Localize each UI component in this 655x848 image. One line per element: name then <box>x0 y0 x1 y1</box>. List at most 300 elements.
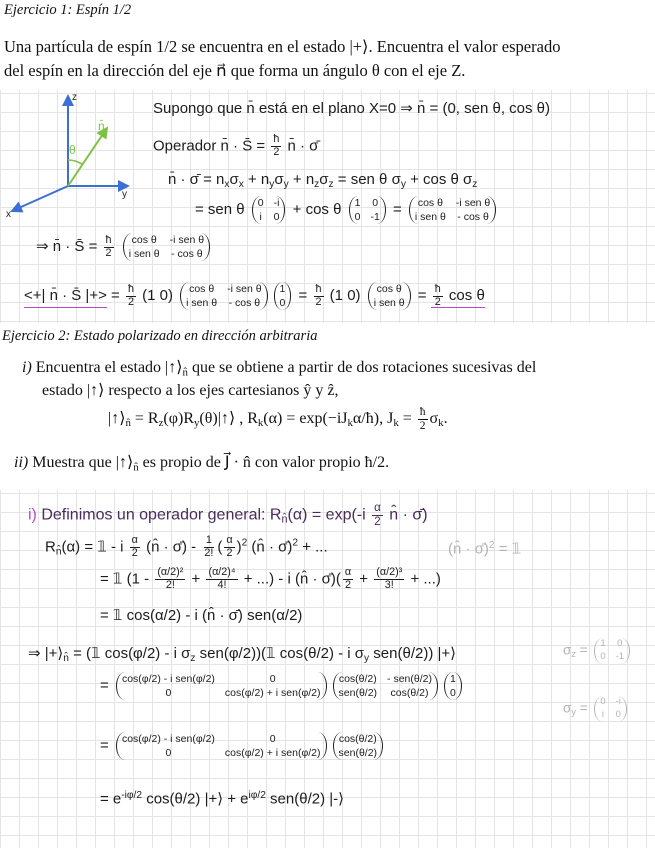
matrix-entry <box>222 296 266 310</box>
matrix-entry <box>117 672 220 686</box>
matrix-entry <box>369 282 410 296</box>
math-text: 0 <box>600 696 606 707</box>
math-text: 0 <box>165 747 172 760</box>
matrix-entry <box>220 732 326 746</box>
math-text: n̄ · σ̄ <box>283 137 319 155</box>
math-text: ⇒ |+⟩ <box>28 645 64 662</box>
math-text: sen(φ/2))(𝟙 cos(θ/2) - i σ <box>195 645 365 662</box>
math-text: x <box>238 179 244 191</box>
math-text: 0 <box>617 638 623 649</box>
matrix-row <box>117 746 326 760</box>
matrix-entry <box>117 732 220 746</box>
n-sigma-line <box>168 171 477 191</box>
matrix-row <box>595 651 629 664</box>
rotation-formula <box>108 406 448 432</box>
matrix-row <box>181 296 266 310</box>
math-text: (α) = exp(-i <box>287 506 371 524</box>
part-i-text <box>35 359 537 379</box>
math-text: cos θ <box>417 197 443 209</box>
math-text: cos θ <box>131 234 157 246</box>
math-text: 2 <box>434 295 441 308</box>
math-text: -1 <box>370 211 380 224</box>
math-text: z <box>571 649 576 660</box>
matrix-entry <box>124 247 165 261</box>
math-text: -i sen θ <box>455 197 491 209</box>
matrix-entry <box>410 196 451 210</box>
math-text: cos(θ/2) <box>338 733 377 745</box>
math-text: sen(θ/2) |-⟩ <box>265 790 344 808</box>
math-text: <+| n̄ · S̄ |+> <box>24 287 107 305</box>
superscript <box>249 790 266 801</box>
matrix-entry <box>369 296 410 310</box>
math-text: n̂ <box>281 513 288 526</box>
exercise-2-title: Ejercicio 2: Estado polarizado en dirección arbitraria <box>2 328 318 344</box>
matrix-row <box>117 686 326 700</box>
math-text: (θ)|↑⟩ , R <box>199 409 258 427</box>
math-text: = <box>413 287 431 305</box>
matrix-entry <box>350 196 366 210</box>
matrix <box>252 196 286 224</box>
subscript <box>472 179 477 190</box>
exercise-2-part-ii <box>14 453 389 474</box>
math-text: + ...) - i (n̂ · σ̄)( <box>239 570 341 588</box>
math-text: y <box>400 179 406 191</box>
theta-label: θ <box>69 143 76 157</box>
matrix-row <box>275 282 291 296</box>
n-vector-label: n̄ <box>98 119 105 133</box>
math-text: 0 <box>354 211 361 224</box>
math-text: (n̂ · σ̄) <box>448 540 489 558</box>
fraction <box>104 235 114 260</box>
matrix-entry <box>611 638 629 651</box>
exercise-1-text-line-2: del espín en la dirección del eje n⃗ que forma un ángulo θ con el eje Z. <box>4 61 466 80</box>
math-text: z <box>158 417 164 430</box>
y-axis-label: y <box>122 189 127 200</box>
math-text <box>116 238 120 255</box>
math-text: y <box>571 707 576 718</box>
math-text: - sen(θ/2) <box>387 673 432 685</box>
math-text: 3! <box>384 578 394 591</box>
math-text: n̄ · σ̄ = n <box>168 171 225 188</box>
matrix-row <box>117 672 326 686</box>
matrix-entry <box>165 233 209 247</box>
fraction-denominator <box>314 297 324 309</box>
fraction <box>126 284 136 309</box>
math-text: cos(θ/2) <box>338 673 377 685</box>
math-text: z <box>314 179 320 191</box>
math-text: k <box>438 417 444 430</box>
math-text: Muestra que |↑⟩ <box>32 454 134 471</box>
math-text: 4! <box>217 578 227 591</box>
math-text: ħ <box>273 133 280 145</box>
matrix-entry <box>382 672 437 686</box>
closed-form-line: = 𝟙 cos(α/2) - i (n̂ · σ̄) sen(α/2) <box>100 607 303 624</box>
math-text: cos(φ/2) + i sen(φ/2) <box>224 687 321 700</box>
math-text: - cos θ <box>457 211 489 224</box>
matrix-entry <box>220 686 326 700</box>
math-text: n̂ <box>63 653 69 665</box>
matrix-row <box>334 686 437 700</box>
math-text: σ <box>563 700 572 716</box>
underlined-result <box>24 287 107 308</box>
math-text: cos θ <box>376 283 402 295</box>
matrix-entry <box>382 686 437 700</box>
final-state-line <box>100 790 344 809</box>
math-text: cos(φ/2) + i sen(φ/2) <box>224 747 321 760</box>
math-text: 2! <box>204 546 214 559</box>
math-text: Operador n̄ · S̄ = <box>153 137 270 155</box>
math-text: ħ <box>315 282 322 295</box>
matrix-entry <box>253 196 269 210</box>
math-text: (α/2)³ <box>376 566 403 578</box>
matrix-entry <box>410 210 451 224</box>
matrix <box>409 196 496 224</box>
fraction-denominator <box>433 297 443 309</box>
matrix <box>274 282 292 310</box>
exercise-1-text-line-1: Una partícula de espín 1/2 se encuentra en el estado |+⟩. Encuentra el valor esperado <box>4 37 561 56</box>
math-text: + ... <box>298 538 328 556</box>
matrix <box>444 672 462 700</box>
grouped-series-line <box>100 567 441 592</box>
n-vector <box>68 128 107 186</box>
math-text: que se obtiene a partir de dos rotaciones sucesivas del <box>187 359 537 376</box>
matrix <box>333 672 438 700</box>
matrix-entry <box>611 696 626 709</box>
fraction <box>374 567 404 592</box>
matrix <box>594 696 627 722</box>
math-text: = <box>575 642 592 658</box>
highlighted-label <box>28 506 37 523</box>
rotation-series-line <box>45 535 328 560</box>
matrix <box>116 732 327 760</box>
math-text: |↑⟩ <box>108 409 126 427</box>
math-text: 0 <box>165 687 172 700</box>
fraction <box>155 567 185 592</box>
axes-diagram <box>0 90 150 230</box>
math-text: + cos θ <box>288 201 346 219</box>
math-text: z <box>190 653 196 665</box>
math-text: 0 <box>600 650 606 662</box>
matrix-entry <box>124 233 165 247</box>
matrix-entry <box>451 196 495 210</box>
fraction-denominator <box>224 548 234 560</box>
matrix-entry <box>611 651 629 664</box>
fraction <box>418 406 428 432</box>
matrix-row <box>369 282 410 296</box>
math-text: σ <box>563 642 572 658</box>
math-text: σ <box>429 409 439 427</box>
fraction-denominator <box>164 580 177 592</box>
matrix-row <box>445 672 461 686</box>
math-text: 0 <box>269 733 276 745</box>
fraction-denominator <box>372 516 382 529</box>
matrix-entry <box>117 746 220 760</box>
math-text: 2 <box>292 537 299 549</box>
math-text: = (𝟙 cos(φ/2) - i σ <box>68 645 191 662</box>
matrix-row <box>334 672 437 686</box>
matrix-row <box>124 233 209 247</box>
matrix-entry <box>269 196 285 210</box>
fraction-denominator <box>104 248 114 260</box>
matrix-entry <box>595 709 610 722</box>
math-text: -i sen θ <box>169 234 205 246</box>
underlined-result <box>431 282 485 308</box>
matrix-entry <box>350 210 366 224</box>
fraction <box>314 284 324 309</box>
math-text: (n̂ · σ̄) - <box>141 538 201 556</box>
matrix <box>333 732 384 760</box>
math-text: σ <box>319 171 329 188</box>
math-text: Definimos un operador general: R <box>36 506 282 524</box>
sigma-z-matrix <box>563 638 633 664</box>
matrix-entry <box>334 672 383 686</box>
fraction <box>343 567 353 592</box>
matrix-entry <box>117 686 220 700</box>
math-text: 1 <box>600 638 606 649</box>
math-text: = sen θ σ <box>333 171 401 188</box>
matrix-entry <box>595 651 610 664</box>
math-text: 2 <box>345 578 352 591</box>
math-text: 2 <box>488 540 495 551</box>
math-text: i <box>601 708 604 720</box>
matrix-row <box>445 686 461 700</box>
math-text: n̂ <box>182 366 188 379</box>
math-text: α/ħ), J <box>352 409 394 427</box>
math-text: cos θ <box>444 287 485 305</box>
math-text: ) <box>236 538 242 556</box>
fraction-denominator <box>126 297 136 309</box>
matrix-row <box>410 196 495 210</box>
matrix <box>594 638 630 664</box>
matrix-row <box>595 696 626 709</box>
expectation-value-line <box>24 282 485 310</box>
math-text: - cos θ <box>171 248 203 261</box>
math-text: + ...) <box>406 570 441 588</box>
math-text: cos(θ/2) |+⟩ + e <box>142 790 249 808</box>
math-text: = <box>294 287 312 305</box>
math-text: (α) = exp(−iJ <box>263 409 348 427</box>
part-ii-text <box>32 454 390 474</box>
math-text: i sen θ <box>373 297 405 310</box>
n-s-operator-line <box>36 233 213 261</box>
math-text: 1 <box>354 197 361 209</box>
math-text: cos(φ/2) - i sen(φ/2) <box>121 673 215 685</box>
math-text: α <box>344 566 352 578</box>
x-axis-label: x <box>6 209 11 220</box>
matrix-entry <box>334 746 383 760</box>
math-text: x <box>224 179 230 191</box>
math-text: 0 <box>449 687 456 700</box>
math-text: z <box>328 179 334 191</box>
fraction-denominator <box>383 580 396 592</box>
math-text: y <box>364 653 370 665</box>
n-sigma-matrix-line <box>195 196 499 224</box>
math-text: sen(θ/2) <box>338 747 378 760</box>
math-text: y <box>193 417 200 430</box>
math-text: (φ)R <box>163 409 194 427</box>
math-text: n̂ <box>133 461 139 474</box>
exercise-2-part-i-line-2: estado |↑⟩ respecto a los ejes cartesianos ŷ y ẑ, <box>42 382 339 399</box>
fraction-numerator <box>372 502 383 516</box>
math-text: (1 0) <box>137 287 178 305</box>
math-text: σ <box>229 171 239 188</box>
math-text: = R <box>130 409 159 427</box>
math-text: 2 <box>273 145 280 158</box>
supposition-line: Supongo que n̄ está en el plano X=0 ⇒ n̄ = (0, sen θ, cos θ) <box>153 100 551 117</box>
math-text: α <box>131 534 138 546</box>
matrix-row <box>117 732 326 746</box>
matrix-entry <box>269 210 285 224</box>
math-text: (α) = 𝟙 - i <box>61 538 128 556</box>
x-axis <box>12 186 68 211</box>
matrix-entry <box>365 196 384 210</box>
math-text: ħ <box>419 406 426 418</box>
math-text: + n <box>288 171 315 188</box>
math-text: 2 <box>374 515 381 528</box>
exercise-2-part-i-line-1 <box>22 358 536 379</box>
math-text: = <box>575 700 592 716</box>
math-text: i sen θ <box>414 211 446 224</box>
math-text: ħ <box>105 233 112 246</box>
matrix-entry <box>451 210 495 224</box>
math-text: y <box>269 179 275 191</box>
general-operator-definition <box>28 502 428 528</box>
fraction <box>202 535 215 560</box>
fraction-denominator <box>202 548 215 560</box>
math-text: z <box>472 179 478 191</box>
math-text: 2 <box>315 295 322 308</box>
math-text: ħ <box>434 282 441 295</box>
math-text: α <box>374 502 381 514</box>
matrix-entry <box>220 746 326 760</box>
rotated-state-line <box>28 645 456 665</box>
math-text: cos(φ/2) - i sen(φ/2) <box>121 733 215 745</box>
math-text: 0 <box>372 197 379 209</box>
matrix-row <box>275 296 291 310</box>
math-text: iφ/2 <box>248 790 266 801</box>
math-text: + <box>355 570 373 588</box>
matrix-entry <box>365 210 384 224</box>
math-text: i) <box>28 506 37 524</box>
matrix <box>368 282 411 310</box>
matrix-entry <box>181 296 222 310</box>
fraction-denominator <box>418 420 428 433</box>
math-text: 0 <box>269 673 276 685</box>
math-text: = e <box>100 790 122 808</box>
math-text: 1 <box>449 673 456 685</box>
fraction <box>206 567 237 592</box>
exercise-1-title: Ejercicio 1: Espín 1/2 <box>4 2 132 18</box>
superscript <box>121 790 142 801</box>
math-text: (1 0) <box>325 287 365 305</box>
fraction-numerator <box>418 406 428 420</box>
math-text: i sen θ <box>186 297 218 310</box>
math-text: = <box>388 201 406 219</box>
matrix-row <box>334 732 383 746</box>
math-text: 1 <box>205 534 212 546</box>
matrix-row <box>334 746 383 760</box>
sigma-y-matrix <box>563 696 630 722</box>
math-text: n̂ · σ̄) <box>384 506 428 524</box>
math-text: = sen θ <box>195 201 249 219</box>
fraction-denominator <box>216 580 229 592</box>
matrix-entry <box>222 282 266 296</box>
math-text: = 𝟙 <box>494 540 522 558</box>
math-text: 2! <box>165 578 175 591</box>
math-text: -1 <box>615 650 624 662</box>
math-text: + n <box>243 171 270 188</box>
fraction-denominator <box>271 147 281 159</box>
matrix-entry <box>165 247 209 261</box>
math-text: ħ <box>127 282 134 295</box>
math-text: 2 <box>419 419 426 432</box>
matrix-vector-line <box>100 732 386 760</box>
fraction <box>224 535 234 560</box>
matrix <box>116 672 327 700</box>
matrix-row <box>253 196 285 210</box>
math-text: -i <box>273 197 280 209</box>
math-text: -i <box>615 696 621 707</box>
math-text: (α/2)² <box>157 566 184 578</box>
math-text: = <box>100 677 113 695</box>
math-text: σ <box>274 171 284 188</box>
math-text: i <box>259 211 262 224</box>
math-text: = <box>106 287 124 305</box>
math-text: 2 <box>127 295 134 308</box>
fraction <box>130 535 140 560</box>
math-text: i sen θ <box>128 248 160 261</box>
part-ii-label: ii) <box>14 454 29 471</box>
matrix-entry <box>334 686 383 700</box>
matrix <box>123 233 210 261</box>
operator-line <box>153 134 318 159</box>
matrix-row <box>350 210 385 224</box>
matrix-row <box>410 210 495 224</box>
math-text: (n̂ · σ̄) <box>247 538 293 556</box>
exercise-1-statement <box>0 0 655 90</box>
math-text: sen(θ/2) <box>338 687 378 700</box>
math-text: + <box>187 570 205 588</box>
matrix-entry <box>220 672 326 686</box>
math-text: k <box>393 417 399 430</box>
matrix-row <box>595 638 629 651</box>
math-text: 2 <box>105 246 112 259</box>
math-text: Encuentra el estado |↑⟩ <box>35 359 183 376</box>
math-text: R <box>45 538 56 556</box>
matrix-entry <box>181 282 222 296</box>
math-text: α <box>226 534 233 546</box>
fraction <box>372 502 383 528</box>
matrix-entry <box>275 296 291 310</box>
math-text: 2 <box>226 546 233 559</box>
math-text: ( <box>217 538 223 556</box>
math-text: = <box>100 737 113 755</box>
z-axis-label: z <box>72 92 77 103</box>
matrix-row <box>124 247 209 261</box>
math-text: sen(θ/2)) |+⟩ <box>369 645 457 662</box>
matrix-entry <box>445 672 461 686</box>
matrix-entry <box>253 210 269 224</box>
math-text: -i sen θ <box>227 283 262 295</box>
math-text: + cos θ σ <box>405 171 473 188</box>
math-text: 2 <box>241 537 248 549</box>
matrix-entry <box>445 686 461 700</box>
math-text: - cos θ <box>228 297 261 310</box>
math-text: . <box>443 409 448 427</box>
fraction <box>271 134 281 159</box>
matrix-entry <box>611 709 626 722</box>
math-text: (α/2)⁴ <box>208 566 236 578</box>
